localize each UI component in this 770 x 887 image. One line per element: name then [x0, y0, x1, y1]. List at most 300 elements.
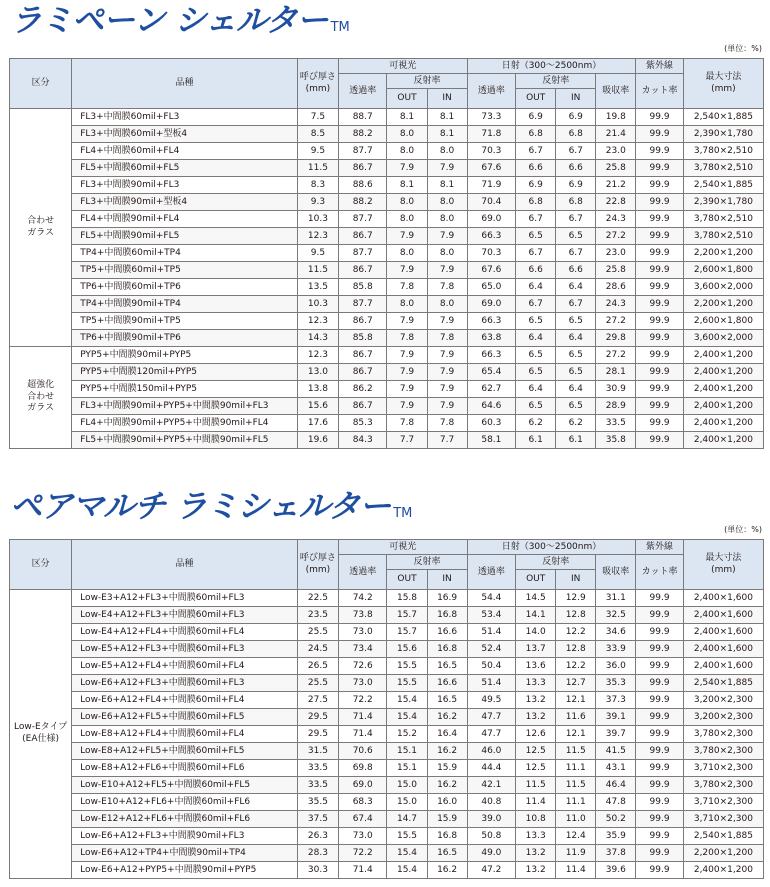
solar-transmittance-cell: 65.0	[467, 279, 516, 296]
visible-reflect-in-cell: 16.2	[427, 777, 467, 794]
uv-cut-cell: 99.9	[636, 432, 683, 449]
visible-transmittance-cell: 69.0	[338, 777, 387, 794]
solar-transmittance-cell: 53.4	[467, 607, 516, 624]
uv-cut-cell: 99.9	[636, 675, 683, 692]
header-cut-rate: カット率	[636, 74, 683, 109]
solar-reflect-in-cell: 6.2	[556, 415, 596, 432]
solar-reflect-in-cell: 6.4	[556, 330, 596, 347]
absorptance-cell: 21.2	[596, 177, 636, 194]
header-visible-transmittance: 透過率	[338, 555, 387, 590]
thickness-cell: 28.3	[297, 845, 338, 862]
visible-transmittance-cell: 69.8	[338, 760, 387, 777]
table-row	[10, 347, 764, 364]
solar-transmittance-cell: 62.7	[467, 381, 516, 398]
absorptance-cell: 28.1	[596, 364, 636, 381]
solar-reflect-out-cell: 6.8	[516, 194, 556, 211]
header-thickness: 呼び厚さ (mm)	[297, 540, 338, 590]
solar-transmittance-cell: 47.7	[467, 709, 516, 726]
solar-reflect-out-cell: 6.8	[516, 126, 556, 143]
visible-transmittance-cell: 86.7	[338, 347, 387, 364]
visible-reflect-in-cell: 7.8	[427, 330, 467, 347]
table-row	[10, 228, 764, 245]
product-cell: FL5+中間膜90mil+PYP5+中間膜90mil+FL5	[72, 432, 298, 449]
visible-reflect-out-cell: 15.4	[387, 845, 427, 862]
visible-transmittance-cell: 73.0	[338, 675, 387, 692]
product-cell: FL3+中間膜90mil+PYP5+中間膜90mil+FL3	[72, 398, 298, 415]
header-solar-in: IN	[556, 89, 596, 109]
thickness-cell: 27.5	[297, 692, 338, 709]
table-row	[10, 590, 764, 607]
absorptance-cell: 27.2	[596, 347, 636, 364]
thickness-cell: 22.5	[297, 590, 338, 607]
visible-reflect-out-cell: 7.9	[387, 313, 427, 330]
max-size-cell: 3,600×2,000	[683, 279, 763, 296]
visible-reflect-out-cell: 14.7	[387, 811, 427, 828]
visible-reflect-in-cell: 16.8	[427, 607, 467, 624]
product-cell: TP6+中間膜90mil+TP6	[72, 330, 298, 347]
product-cell: FL3+中間膜60mil+FL3	[72, 109, 298, 126]
thickness-cell: 31.5	[297, 743, 338, 760]
uv-cut-cell: 99.9	[636, 245, 683, 262]
visible-transmittance-cell: 85.3	[338, 415, 387, 432]
solar-reflect-out-cell: 14.5	[516, 590, 556, 607]
visible-reflect-out-cell: 15.2	[387, 726, 427, 743]
absorptance-cell: 27.2	[596, 228, 636, 245]
solar-reflect-out-cell: 13.7	[516, 641, 556, 658]
table-row	[10, 862, 764, 879]
table-row	[10, 109, 764, 126]
spec-table-pair-multi	[9, 539, 764, 879]
visible-reflect-in-cell: 8.0	[427, 211, 467, 228]
solar-transmittance-cell: 70.3	[467, 245, 516, 262]
product-cell: Low-E8+A12+FL5+中間膜60mil+FL5	[72, 743, 298, 760]
visible-reflect-out-cell: 15.5	[387, 675, 427, 692]
uv-cut-cell: 99.9	[636, 364, 683, 381]
solar-reflect-in-cell: 6.5	[556, 398, 596, 415]
visible-transmittance-cell: 86.7	[338, 398, 387, 415]
max-size-cell: 2,400×1,200	[683, 862, 763, 879]
product-cell: Low-E10+A12+FL5+中間膜60mil+FL5	[72, 777, 298, 794]
solar-reflect-in-cell: 12.8	[556, 607, 596, 624]
thickness-cell: 12.3	[297, 347, 338, 364]
table-row	[10, 381, 764, 398]
header-solar-reflectance: 反射率	[516, 555, 596, 570]
product-cell: FL3+中間膜60mil+型板4	[72, 126, 298, 143]
visible-reflect-in-cell: 16.5	[427, 845, 467, 862]
solar-reflect-in-cell: 11.5	[556, 743, 596, 760]
max-size-cell: 2,400×1,600	[683, 590, 763, 607]
solar-reflect-in-cell: 12.7	[556, 675, 596, 692]
table-row	[10, 126, 764, 143]
visible-transmittance-cell: 88.6	[338, 177, 387, 194]
absorptance-cell: 30.9	[596, 381, 636, 398]
thickness-cell: 30.3	[297, 862, 338, 879]
table-row	[10, 432, 764, 449]
thickness-cell: 19.6	[297, 432, 338, 449]
solar-reflect-out-cell: 11.4	[516, 794, 556, 811]
header-product: 品種	[72, 540, 298, 590]
visible-reflect-in-cell: 7.9	[427, 347, 467, 364]
visible-reflect-out-cell: 8.0	[387, 296, 427, 313]
table-row	[10, 743, 764, 760]
visible-transmittance-cell: 86.7	[338, 160, 387, 177]
table-row	[10, 415, 764, 432]
visible-reflect-out-cell: 7.9	[387, 262, 427, 279]
absorptance-cell: 37.3	[596, 692, 636, 709]
solar-reflect-out-cell: 14.0	[516, 624, 556, 641]
solar-transmittance-cell: 71.9	[467, 177, 516, 194]
solar-reflect-out-cell: 12.6	[516, 726, 556, 743]
header-uv: 紫外線	[636, 540, 683, 555]
header-product: 品種	[72, 59, 298, 109]
max-size-cell: 2,400×1,200	[683, 381, 763, 398]
product-cell: TP5+中間膜90mil+TP5	[72, 313, 298, 330]
solar-reflect-out-cell: 6.5	[516, 313, 556, 330]
thickness-cell: 25.5	[297, 675, 338, 692]
absorptance-cell: 35.9	[596, 828, 636, 845]
solar-reflect-out-cell: 10.8	[516, 811, 556, 828]
visible-reflect-out-cell: 15.4	[387, 692, 427, 709]
solar-reflect-out-cell: 6.7	[516, 245, 556, 262]
solar-reflect-in-cell: 6.5	[556, 313, 596, 330]
solar-reflect-out-cell: 13.3	[516, 675, 556, 692]
absorptance-cell: 50.2	[596, 811, 636, 828]
table-row	[10, 313, 764, 330]
visible-reflect-out-cell: 15.0	[387, 777, 427, 794]
solar-reflect-in-cell: 6.5	[556, 364, 596, 381]
thickness-cell: 11.5	[297, 262, 338, 279]
absorptance-cell: 34.6	[596, 624, 636, 641]
product-cell: FL3+中間膜90mil+型板4	[72, 194, 298, 211]
solar-reflect-out-cell: 6.6	[516, 262, 556, 279]
visible-transmittance-cell: 68.3	[338, 794, 387, 811]
header-category: 区分	[10, 59, 72, 109]
product-cell: Low-E6+A12+TP4+中間膜90mil+TP4	[72, 845, 298, 862]
absorptance-cell: 39.7	[596, 726, 636, 743]
visible-reflect-out-cell: 15.5	[387, 828, 427, 845]
product-cell: PYP5+中間膜150mil+PYP5	[72, 381, 298, 398]
product-cell: Low-E6+A12+FL5+中間膜60mil+FL5	[72, 709, 298, 726]
header-absorptance: 吸収率	[596, 74, 636, 109]
visible-reflect-in-cell: 8.1	[427, 109, 467, 126]
solar-reflect-out-cell: 6.4	[516, 330, 556, 347]
table-row	[10, 828, 764, 845]
uv-cut-cell: 99.9	[636, 109, 683, 126]
max-size-cell: 2,600×1,800	[683, 313, 763, 330]
solar-transmittance-cell: 42.1	[467, 777, 516, 794]
max-size-cell: 2,200×1,200	[683, 296, 763, 313]
uv-cut-cell: 99.9	[636, 590, 683, 607]
visible-reflect-out-cell: 15.5	[387, 658, 427, 675]
product-cell: FL4+中間膜60mil+FL4	[72, 143, 298, 160]
visible-reflect-in-cell: 7.9	[427, 398, 467, 415]
thickness-cell: 13.5	[297, 279, 338, 296]
absorptance-cell: 21.4	[596, 126, 636, 143]
absorptance-cell: 39.1	[596, 709, 636, 726]
visible-reflect-out-cell: 8.0	[387, 194, 427, 211]
visible-reflect-out-cell: 7.9	[387, 228, 427, 245]
solar-reflect-in-cell: 6.9	[556, 177, 596, 194]
visible-transmittance-cell: 86.7	[338, 262, 387, 279]
section-title-pair-multi: ペアマルチ ラミシェルター TM	[10, 487, 413, 525]
header-absorptance: 吸収率	[596, 555, 636, 590]
product-cell: TP6+中間膜60mil+TP6	[72, 279, 298, 296]
visible-transmittance-cell: 72.2	[338, 845, 387, 862]
solar-reflect-in-cell: 11.5	[556, 777, 596, 794]
uv-cut-cell: 99.9	[636, 709, 683, 726]
product-cell: Low-E8+A12+FL4+中間膜60mil+FL4	[72, 726, 298, 743]
product-cell: Low-E6+A12+FL4+中間膜60mil+FL4	[72, 692, 298, 709]
max-size-cell: 2,400×1,200	[683, 364, 763, 381]
uv-cut-cell: 99.9	[636, 296, 683, 313]
solar-transmittance-cell: 66.3	[467, 228, 516, 245]
header-visible-out: OUT	[387, 89, 427, 109]
thickness-cell: 33.5	[297, 760, 338, 777]
solar-reflect-in-cell: 12.2	[556, 624, 596, 641]
table-row	[10, 262, 764, 279]
max-size-cell: 2,200×1,200	[683, 845, 763, 862]
thickness-cell: 29.5	[297, 726, 338, 743]
thickness-cell: 8.3	[297, 177, 338, 194]
product-cell: PYP5+中間膜120mil+PYP5	[72, 364, 298, 381]
solar-reflect-out-cell: 13.2	[516, 692, 556, 709]
visible-reflect-in-cell: 8.0	[427, 245, 467, 262]
visible-reflect-out-cell: 15.4	[387, 862, 427, 879]
uv-cut-cell: 99.9	[636, 692, 683, 709]
absorptance-cell: 28.9	[596, 398, 636, 415]
solar-reflect-out-cell: 6.5	[516, 364, 556, 381]
visible-reflect-out-cell: 7.9	[387, 398, 427, 415]
visible-reflect-out-cell: 7.7	[387, 432, 427, 449]
solar-transmittance-cell: 63.8	[467, 330, 516, 347]
header-solar: 日射（300〜2500nm）	[467, 59, 636, 74]
product-cell: FL5+中間膜90mil+FL5	[72, 228, 298, 245]
table-row	[10, 194, 764, 211]
table-row	[10, 245, 764, 262]
max-size-cell: 3,710×2,300	[683, 794, 763, 811]
max-size-cell: 2,200×1,200	[683, 245, 763, 262]
thickness-cell: 12.3	[297, 313, 338, 330]
visible-reflect-in-cell: 16.2	[427, 862, 467, 879]
thickness-cell: 35.5	[297, 794, 338, 811]
spec-table-laminated	[9, 58, 764, 449]
product-cell: Low-E3+A12+FL3+中間膜60mil+FL3	[72, 590, 298, 607]
visible-reflect-in-cell: 16.8	[427, 641, 467, 658]
visible-reflect-out-cell: 15.1	[387, 760, 427, 777]
uv-cut-cell: 99.9	[636, 811, 683, 828]
solar-reflect-in-cell: 6.6	[556, 160, 596, 177]
max-size-cell: 2,540×1,885	[683, 177, 763, 194]
solar-transmittance-cell: 44.4	[467, 760, 516, 777]
solar-reflect-in-cell: 6.1	[556, 432, 596, 449]
solar-reflect-out-cell: 6.7	[516, 143, 556, 160]
header-visible-out: OUT	[387, 570, 427, 590]
header-visible-reflectance: 反射率	[387, 555, 467, 570]
visible-transmittance-cell: 85.8	[338, 330, 387, 347]
header-max-size: 最大寸法 (mm)	[683, 540, 763, 590]
table-row	[10, 607, 764, 624]
uv-cut-cell: 99.9	[636, 607, 683, 624]
visible-reflect-out-cell: 15.7	[387, 607, 427, 624]
unit-note: (単位：%)	[724, 525, 762, 534]
uv-cut-cell: 99.9	[636, 743, 683, 760]
uv-cut-cell: 99.9	[636, 262, 683, 279]
visible-reflect-in-cell: 7.9	[427, 364, 467, 381]
max-size-cell: 2,390×1,780	[683, 126, 763, 143]
visible-transmittance-cell: 71.4	[338, 709, 387, 726]
thickness-cell: 11.5	[297, 160, 338, 177]
product-cell: Low-E4+A12+FL3+中間膜60mil+FL3	[72, 607, 298, 624]
thickness-cell: 26.5	[297, 658, 338, 675]
visible-reflect-in-cell: 16.8	[427, 828, 467, 845]
thickness-cell: 17.6	[297, 415, 338, 432]
visible-reflect-in-cell: 16.6	[427, 624, 467, 641]
table-row	[10, 143, 764, 160]
solar-reflect-out-cell: 6.2	[516, 415, 556, 432]
solar-reflect-out-cell: 11.5	[516, 777, 556, 794]
uv-cut-cell: 99.9	[636, 228, 683, 245]
solar-transmittance-cell: 47.7	[467, 726, 516, 743]
visible-reflect-out-cell: 7.8	[387, 415, 427, 432]
solar-transmittance-cell: 65.4	[467, 364, 516, 381]
solar-reflect-in-cell: 6.4	[556, 279, 596, 296]
thickness-cell: 9.5	[297, 143, 338, 160]
thickness-cell: 13.8	[297, 381, 338, 398]
product-cell: TP5+中間膜60mil+TP5	[72, 262, 298, 279]
uv-cut-cell: 99.9	[636, 658, 683, 675]
visible-transmittance-cell: 87.7	[338, 211, 387, 228]
max-size-cell: 2,400×1,200	[683, 415, 763, 432]
visible-transmittance-cell: 71.4	[338, 862, 387, 879]
solar-reflect-out-cell: 13.2	[516, 709, 556, 726]
max-size-cell: 3,780×2,300	[683, 743, 763, 760]
solar-transmittance-cell: 50.4	[467, 658, 516, 675]
absorptance-cell: 29.8	[596, 330, 636, 347]
visible-reflect-in-cell: 7.9	[427, 228, 467, 245]
uv-cut-cell: 99.9	[636, 160, 683, 177]
visible-reflect-in-cell: 7.7	[427, 432, 467, 449]
category-cell: Low-Eタイプ (EA仕様)	[10, 590, 72, 879]
solar-transmittance-cell: 49.5	[467, 692, 516, 709]
table-row	[10, 692, 764, 709]
solar-reflect-out-cell: 6.9	[516, 109, 556, 126]
solar-transmittance-cell: 50.8	[467, 828, 516, 845]
thickness-cell: 7.5	[297, 109, 338, 126]
header-visible-transmittance: 透過率	[338, 74, 387, 109]
solar-reflect-in-cell: 12.9	[556, 590, 596, 607]
visible-transmittance-cell: 72.2	[338, 692, 387, 709]
uv-cut-cell: 99.9	[636, 177, 683, 194]
max-size-cell: 2,390×1,780	[683, 194, 763, 211]
solar-transmittance-cell: 69.0	[467, 296, 516, 313]
solar-reflect-in-cell: 6.8	[556, 126, 596, 143]
absorptance-cell: 41.5	[596, 743, 636, 760]
visible-reflect-out-cell: 7.9	[387, 381, 427, 398]
max-size-cell: 2,400×1,600	[683, 641, 763, 658]
visible-reflect-in-cell: 16.5	[427, 692, 467, 709]
solar-reflect-in-cell: 12.4	[556, 828, 596, 845]
table-row	[10, 845, 764, 862]
solar-reflect-out-cell: 6.1	[516, 432, 556, 449]
solar-reflect-out-cell: 12.5	[516, 760, 556, 777]
visible-transmittance-cell: 73.4	[338, 641, 387, 658]
visible-transmittance-cell: 88.2	[338, 126, 387, 143]
visible-reflect-out-cell: 15.1	[387, 743, 427, 760]
solar-reflect-in-cell: 11.6	[556, 709, 596, 726]
solar-transmittance-cell: 47.2	[467, 862, 516, 879]
header-thickness: 呼び厚さ (mm)	[297, 59, 338, 109]
thickness-cell: 26.3	[297, 828, 338, 845]
header-solar-transmittance: 透過率	[467, 74, 516, 109]
solar-reflect-in-cell: 11.1	[556, 794, 596, 811]
max-size-cell: 2,600×1,800	[683, 262, 763, 279]
visible-reflect-out-cell: 8.0	[387, 211, 427, 228]
uv-cut-cell: 99.9	[636, 415, 683, 432]
uv-cut-cell: 99.9	[636, 330, 683, 347]
max-size-cell: 3,780×2,510	[683, 143, 763, 160]
solar-reflect-in-cell: 12.1	[556, 726, 596, 743]
table-row	[10, 709, 764, 726]
solar-reflect-in-cell: 6.6	[556, 262, 596, 279]
solar-reflect-in-cell: 11.4	[556, 862, 596, 879]
product-cell: PYP5+中間膜90mil+PYP5	[72, 347, 298, 364]
solar-transmittance-cell: 66.3	[467, 313, 516, 330]
table-row	[10, 279, 764, 296]
solar-reflect-out-cell: 14.1	[516, 607, 556, 624]
absorptance-cell: 39.6	[596, 862, 636, 879]
absorptance-cell: 23.0	[596, 143, 636, 160]
table-row	[10, 177, 764, 194]
solar-reflect-out-cell: 12.5	[516, 743, 556, 760]
visible-reflect-in-cell: 16.9	[427, 590, 467, 607]
solar-reflect-out-cell: 6.9	[516, 177, 556, 194]
table-row	[10, 641, 764, 658]
visible-transmittance-cell: 70.6	[338, 743, 387, 760]
product-cell: FL4+中間膜90mil+FL4	[72, 211, 298, 228]
max-size-cell: 3,780×2,510	[683, 228, 763, 245]
solar-transmittance-cell: 70.3	[467, 143, 516, 160]
visible-transmittance-cell: 86.7	[338, 364, 387, 381]
visible-reflect-in-cell: 16.2	[427, 709, 467, 726]
visible-reflect-out-cell: 15.4	[387, 709, 427, 726]
visible-reflect-in-cell: 8.0	[427, 194, 467, 211]
solar-transmittance-cell: 64.6	[467, 398, 516, 415]
solar-reflect-in-cell: 6.5	[556, 228, 596, 245]
table-row	[10, 364, 764, 381]
absorptance-cell: 31.1	[596, 590, 636, 607]
header-solar-out: OUT	[516, 89, 556, 109]
uv-cut-cell: 99.9	[636, 777, 683, 794]
visible-transmittance-cell: 88.2	[338, 194, 387, 211]
max-size-cell: 2,540×1,885	[683, 828, 763, 845]
product-cell: TP4+中間膜60mil+TP4	[72, 245, 298, 262]
solar-reflect-in-cell: 6.7	[556, 245, 596, 262]
visible-reflect-in-cell: 7.9	[427, 313, 467, 330]
solar-reflect-in-cell: 12.8	[556, 641, 596, 658]
header-solar-transmittance: 透過率	[467, 555, 516, 590]
visible-reflect-out-cell: 15.7	[387, 624, 427, 641]
product-cell: Low-E6+A12+PYP5+中間膜90mil+PYP5	[72, 862, 298, 879]
product-cell: Low-E5+A12+FL4+中間膜60mil+FL4	[72, 658, 298, 675]
thickness-cell: 29.5	[297, 709, 338, 726]
uv-cut-cell: 99.9	[636, 347, 683, 364]
table-row	[10, 624, 764, 641]
solar-reflect-in-cell: 12.1	[556, 692, 596, 709]
uv-cut-cell: 99.9	[636, 381, 683, 398]
solar-reflect-in-cell: 6.4	[556, 381, 596, 398]
uv-cut-cell: 99.9	[636, 845, 683, 862]
solar-transmittance-cell: 70.4	[467, 194, 516, 211]
